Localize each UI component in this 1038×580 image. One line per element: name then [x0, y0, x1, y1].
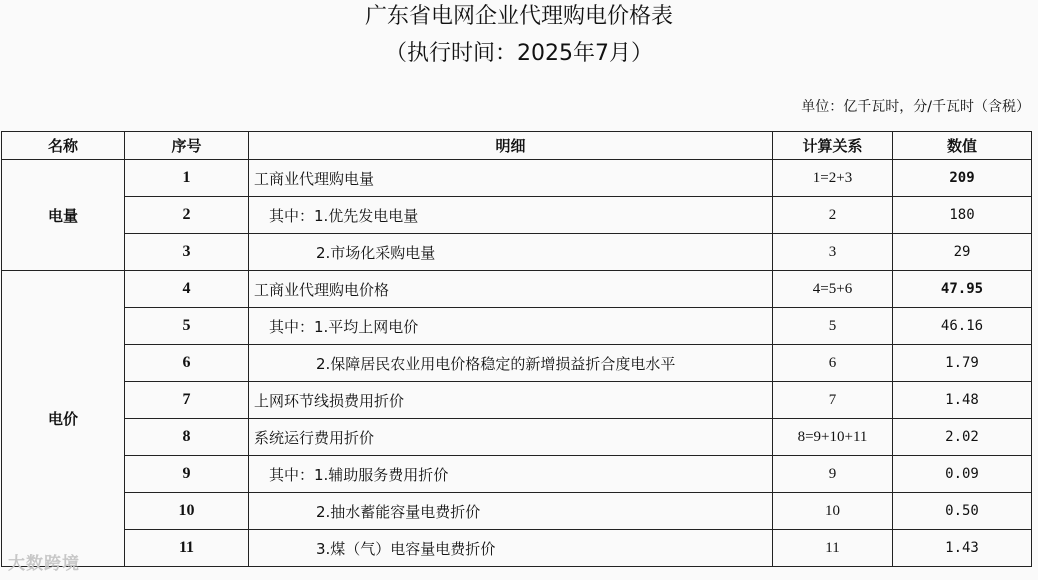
- table-row: [2, 197, 1032, 234]
- table-row: [2, 456, 1032, 493]
- detail-cell: 3.煤（气）电容量电费折价: [249, 530, 773, 567]
- value-cell: 209: [893, 160, 1032, 197]
- table-row: [2, 493, 1032, 530]
- seq-cell: 2: [125, 197, 249, 234]
- calc-cell: 1=2+3: [773, 160, 893, 197]
- header-detail: 明细: [249, 132, 773, 160]
- seq-cell: 3: [125, 234, 249, 271]
- detail-cell: 2.市场化采购电量: [249, 234, 773, 271]
- seq-cell: 10: [125, 493, 249, 530]
- seq-cell: 7: [125, 382, 249, 419]
- header-value: 数值: [893, 132, 1032, 160]
- value-cell: 29: [893, 234, 1032, 271]
- value-cell: 1.48: [893, 382, 1032, 419]
- table-row: [2, 234, 1032, 271]
- value-cell: 46.16: [893, 308, 1032, 345]
- watermark: 大数跨境: [8, 554, 80, 574]
- seq-cell: 4: [125, 271, 249, 308]
- table-row: [2, 382, 1032, 419]
- calc-cell: 11: [773, 530, 893, 567]
- unit-note: 单位：亿千瓦时，分/千瓦时（含税）: [801, 99, 1030, 115]
- calc-cell: 8=9+10+11: [773, 419, 893, 456]
- table-row: [2, 160, 1032, 197]
- detail-cell: 上网环节线损费用折价: [249, 382, 773, 419]
- table-row: [2, 271, 1032, 308]
- calc-cell: 6: [773, 345, 893, 382]
- calc-cell: 3: [773, 234, 893, 271]
- table-row: [2, 530, 1032, 567]
- seq-cell: 8: [125, 419, 249, 456]
- seq-cell: 9: [125, 456, 249, 493]
- calc-cell: 7: [773, 382, 893, 419]
- detail-cell: 2.抽水蓄能容量电费折价: [249, 493, 773, 530]
- table-body: [2, 160, 1032, 567]
- page-title: 广东省电网企业代理购电价格表: [364, 4, 673, 29]
- price-table: [1, 131, 1032, 567]
- value-cell: 47.95: [893, 271, 1032, 308]
- calc-cell: 2: [773, 197, 893, 234]
- calc-cell: 9: [773, 456, 893, 493]
- group-name-cell: 电量: [2, 160, 125, 271]
- value-cell: 2.02: [893, 419, 1032, 456]
- table-row: [2, 308, 1032, 345]
- table-row: [2, 419, 1032, 456]
- detail-cell: 其中：1.优先发电电量: [249, 197, 773, 234]
- detail-cell: 系统运行费用折价: [249, 419, 773, 456]
- seq-cell: 6: [125, 345, 249, 382]
- detail-cell: 其中：1.平均上网电价: [249, 308, 773, 345]
- detail-cell: 2.保障居民农业用电价格稳定的新增损益折合度电水平: [249, 345, 773, 382]
- detail-cell: 工商业代理购电价格: [249, 271, 773, 308]
- detail-cell: 其中：1.辅助服务费用折价: [249, 456, 773, 493]
- table-row: [2, 345, 1032, 382]
- header-calc: 计算关系: [773, 132, 893, 160]
- detail-cell: 工商业代理购电量: [249, 160, 773, 197]
- seq-cell: 11: [125, 530, 249, 567]
- group-name-cell: 电价: [2, 271, 125, 567]
- page-subtitle: （执行时间：2025年7月）: [385, 41, 653, 66]
- value-cell: 0.09: [893, 456, 1032, 493]
- seq-cell: 1: [125, 160, 249, 197]
- value-cell: 0.50: [893, 493, 1032, 530]
- table-header-row: [2, 132, 1032, 160]
- value-cell: 180: [893, 197, 1032, 234]
- value-cell: 1.79: [893, 345, 1032, 382]
- calc-cell: 5: [773, 308, 893, 345]
- header-name: 名称: [2, 132, 125, 160]
- calc-cell: 4=5+6: [773, 271, 893, 308]
- header-seq: 序号: [125, 132, 249, 160]
- calc-cell: 10: [773, 493, 893, 530]
- value-cell: 1.43: [893, 530, 1032, 567]
- seq-cell: 5: [125, 308, 249, 345]
